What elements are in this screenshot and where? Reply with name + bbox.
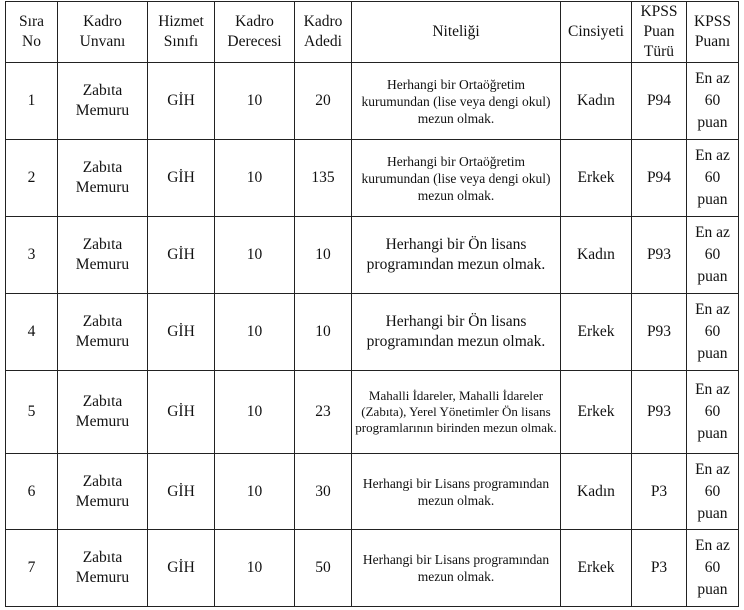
header-kpss-puan-turu: KPSS Puan Türü [632,2,687,63]
cell-niteligi: Herhangi bir Lisans programından mezun olmak. [352,454,561,530]
cell-kpss-puani: En az 60 puan [687,140,739,217]
cell-kpss-puani: En az 60 puan [687,63,739,140]
cell-cinsiyeti: Erkek [561,294,632,371]
cell-niteligi: Herhangi bir Lisans programından mezun olmak. [352,530,561,607]
cell-kadro-derecesi: 10 [215,140,295,217]
cell-kadro-adedi: 10 [295,294,352,371]
header-cinsiyeti: Cinsiyeti [561,2,632,63]
cell-kpss-puan-turu: P3 [632,530,687,607]
cell-niteligi: Herhangi bir Ön lisans programından mezun olmak. [352,217,561,294]
cell-kadro-derecesi: 10 [215,371,295,454]
table-header-row [6,2,739,63]
cell-cinsiyeti: Kadın [561,63,632,140]
header-kadro-adedi: Kadro Adedi [295,2,352,63]
cell-kadro-unvani: Zabıta Memuru [58,454,148,530]
cell-cinsiyeti: Kadın [561,454,632,530]
cell-hizmet-sinifi: GİH [148,530,215,607]
cell-kadro-derecesi: 10 [215,530,295,607]
table-row [6,140,739,217]
cell-sira-no: 6 [6,454,58,530]
cell-kadro-derecesi: 10 [215,63,295,140]
cell-sira-no: 1 [6,63,58,140]
header-hizmet-sinifi: Hizmet Sınıfı [148,2,215,63]
cell-kpss-puani: En az 60 puan [687,371,739,454]
table-row [6,371,739,454]
cell-kadro-adedi: 10 [295,217,352,294]
cell-kadro-adedi: 20 [295,63,352,140]
cell-kadro-adedi: 30 [295,454,352,530]
cell-sira-no: 3 [6,217,58,294]
cell-kpss-puan-turu: P94 [632,63,687,140]
cell-niteligi: Herhangi bir Ortaöğretim kurumundan (lise veya dengi okul) mezun olmak. [352,63,561,140]
header-kadro-unvani: Kadro Unvanı [58,2,148,63]
cell-kadro-unvani: Zabıta Memuru [58,294,148,371]
cell-kpss-puani: En az 60 puan [687,454,739,530]
header-kadro-derecesi: Kadro Derecesi [215,2,295,63]
table-row [6,454,739,530]
cell-cinsiyeti: Erkek [561,371,632,454]
cell-hizmet-sinifi: GİH [148,294,215,371]
cell-kpss-puan-turu: P93 [632,371,687,454]
cell-kadro-unvani: Zabıta Memuru [58,140,148,217]
cell-cinsiyeti: Erkek [561,530,632,607]
cell-kadro-derecesi: 10 [215,217,295,294]
cell-hizmet-sinifi: GİH [148,140,215,217]
cell-kadro-unvani: Zabıta Memuru [58,217,148,294]
table-row [6,217,739,294]
cell-kadro-adedi: 23 [295,371,352,454]
cell-hizmet-sinifi: GİH [148,63,215,140]
kadro-table [5,1,739,607]
cell-niteligi: Herhangi bir Ortaöğretim kurumundan (lise veya dengi okul) mezun olmak. [352,140,561,217]
cell-niteligi: Herhangi bir Ön lisans programından mezun olmak. [352,294,561,371]
cell-hizmet-sinifi: GİH [148,217,215,294]
cell-kpss-puani: En az 60 puan [687,294,739,371]
cell-kadro-derecesi: 10 [215,454,295,530]
cell-kadro-adedi: 50 [295,530,352,607]
table-row [6,63,739,140]
cell-kpss-puan-turu: P3 [632,454,687,530]
cell-kpss-puan-turu: P94 [632,140,687,217]
cell-hizmet-sinifi: GİH [148,371,215,454]
cell-kpss-puani: En az 60 puan [687,530,739,607]
table-row [6,530,739,607]
cell-sira-no: 4 [6,294,58,371]
cell-sira-no: 7 [6,530,58,607]
cell-kpss-puan-turu: P93 [632,294,687,371]
cell-kadro-unvani: Zabıta Memuru [58,63,148,140]
cell-sira-no: 5 [6,371,58,454]
cell-kadro-unvani: Zabıta Memuru [58,530,148,607]
cell-kpss-puan-turu: P93 [632,217,687,294]
cell-cinsiyeti: Erkek [561,140,632,217]
cell-kpss-puani: En az 60 puan [687,217,739,294]
header-niteligi: Niteliği [352,2,561,63]
cell-kadro-adedi: 135 [295,140,352,217]
header-sira-no: Sıra No [6,2,58,63]
cell-kadro-derecesi: 10 [215,294,295,371]
header-kpss-puani: KPSS Puanı [687,2,739,63]
cell-niteligi: Mahalli İdareler, Mahalli İdareler (Zabıta), Yerel Yönetimler Ön lisans programlarının birinden mezun olmak. [352,371,561,454]
table-row [6,294,739,371]
cell-hizmet-sinifi: GİH [148,454,215,530]
cell-cinsiyeti: Kadın [561,217,632,294]
cell-kadro-unvani: Zabıta Memuru [58,371,148,454]
cell-sira-no: 2 [6,140,58,217]
